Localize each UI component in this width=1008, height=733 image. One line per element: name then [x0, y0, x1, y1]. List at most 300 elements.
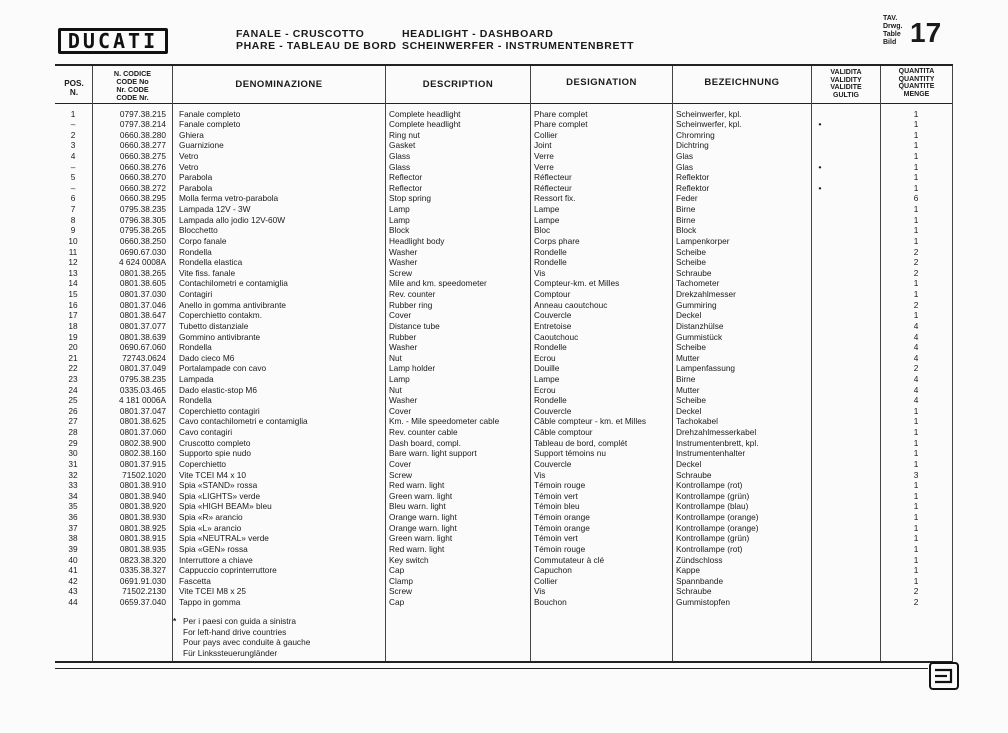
part-name-en: Red warn. light — [389, 543, 445, 554]
col-header-denominazione: DENOMINAZIONE — [235, 79, 323, 90]
part-code: 0690.67.030 — [119, 246, 166, 257]
col-header-pos-line: POS. — [64, 79, 84, 88]
part-name-it: Cruscotto completo — [179, 437, 251, 448]
part-quantity: 4 — [913, 374, 919, 384]
part-name-de: Kontrollampe (orange) — [676, 512, 759, 523]
table-number: 17 — [910, 17, 942, 48]
table-row — [0, 332, 1008, 343]
part-name-de: Instrumentenbrett, kpl. — [676, 437, 759, 448]
table-row — [0, 278, 1008, 289]
col-header-quantity-line: QUANTITY — [898, 75, 935, 83]
header-bottom-rule — [55, 103, 953, 104]
part-code: 0690.67.060 — [119, 342, 166, 353]
part-code: 0802.38.160 — [119, 448, 166, 459]
part-name-it: Coperchietto contagiri — [179, 405, 260, 416]
part-name-de: Tachometer — [676, 278, 720, 289]
part-name-it: Rondella — [179, 246, 212, 257]
part-name-it: Cavo contagiri — [179, 427, 233, 438]
part-name-fr: Rondelle — [534, 395, 567, 406]
part-code: 0801.38.265 — [119, 267, 166, 278]
part-name-de: Zündschloss — [676, 554, 723, 565]
part-name-en: Red warn. light — [389, 480, 445, 491]
part-code: 0660.38.280 — [119, 129, 166, 140]
part-pos: 34 — [68, 490, 78, 501]
part-name-it: Anello in gomma antivibrante — [179, 299, 286, 310]
part-name-fr: Anneau caoutchouc — [534, 299, 608, 310]
part-name-it: Vite fiss. fanale — [179, 267, 236, 278]
part-pos: 27 — [68, 416, 78, 427]
footnote-line: Pour pays avec conduite à gauche — [183, 637, 311, 648]
part-name-de: Gummistück — [676, 331, 723, 342]
table-row — [0, 236, 1008, 247]
table-row — [0, 491, 1008, 502]
part-name-it: Parabola — [179, 172, 213, 183]
part-code: 0660.38.250 — [119, 235, 166, 246]
part-pos: 8 — [70, 214, 76, 225]
part-code: 0335.03.465 — [119, 384, 166, 395]
part-code: 71502.2130 — [122, 586, 166, 597]
part-quantity: 2 — [913, 363, 919, 374]
part-name-de: Scheibe — [676, 246, 706, 257]
part-name-en: Screw — [389, 267, 413, 278]
part-code: 0801.37.060 — [119, 427, 166, 438]
part-name-fr: Couvercle — [534, 458, 572, 469]
part-quantity: 1 — [913, 427, 919, 438]
part-pos: 13 — [68, 267, 78, 278]
part-pos: 16 — [68, 299, 78, 310]
part-code: 0801.37.915 — [119, 458, 166, 469]
table-row — [0, 257, 1008, 268]
part-quantity: 1 — [913, 405, 919, 416]
part-pos: 21 — [68, 352, 78, 363]
table-row — [0, 215, 1008, 226]
part-quantity: 1 — [913, 140, 919, 151]
table-row — [0, 353, 1008, 364]
part-name-en: Cap — [389, 597, 405, 608]
part-name-de: Schraube — [676, 469, 712, 480]
part-name-en: Rubber ring — [389, 299, 433, 310]
part-quantity: 2 — [913, 299, 919, 310]
part-code: 0801.38.920 — [119, 501, 166, 512]
part-name-de: Mutter — [676, 352, 700, 363]
part-name-en: Rev. counter — [389, 289, 436, 300]
part-quantity: 4 — [913, 331, 919, 342]
part-pos: 33 — [68, 480, 78, 491]
part-code: 0797.38.214 — [119, 119, 166, 130]
part-pos: 24 — [68, 384, 78, 395]
col-header-code-line: CODE Nr. — [116, 93, 149, 102]
part-name-de: Deckel — [676, 310, 702, 321]
part-name-de: Scheinwerfer, kpl. — [676, 108, 742, 119]
table-row — [0, 130, 1008, 141]
part-name-it: Spia «L» arancio — [179, 522, 242, 533]
part-name-fr: Entretoise — [534, 320, 572, 331]
part-name-en: Screw — [389, 586, 413, 597]
part-name-it: Dado cieco M6 — [179, 352, 235, 363]
table-row — [0, 151, 1008, 162]
part-name-fr: Témoin orange — [534, 512, 590, 523]
part-name-fr: Témoin rouge — [534, 543, 586, 554]
part-name-de: Distanzhülse — [676, 320, 724, 331]
part-code: 4 181 0006A — [118, 395, 166, 406]
part-name-it: Spia «R» arancio — [179, 512, 243, 523]
part-name-fr: Lampe — [534, 204, 560, 215]
part-pos: 2 — [70, 129, 76, 140]
part-name-en: Cover — [389, 310, 412, 321]
part-pos: 15 — [68, 289, 78, 300]
part-name-it: Tubetto distanziale — [179, 320, 249, 331]
part-code: 0801.38.625 — [119, 416, 166, 427]
part-pos: 30 — [68, 448, 78, 459]
part-pos: 9 — [70, 225, 76, 236]
part-code: 0801.37.030 — [119, 289, 166, 300]
part-name-fr: Vis — [534, 469, 546, 480]
part-name-fr: Lampe — [534, 214, 560, 225]
part-name-fr: Collier — [534, 575, 558, 586]
part-name-de: Schraube — [676, 586, 712, 597]
next-page-arrow-icon — [929, 662, 959, 690]
part-quantity: 1 — [913, 565, 919, 576]
part-name-en: Key switch — [389, 554, 429, 565]
part-name-de: Lampenfassung — [676, 363, 736, 374]
part-name-it: Interruttore a chiave — [179, 554, 253, 565]
part-name-en: Green warn. light — [389, 490, 453, 501]
part-quantity: 1 — [913, 543, 919, 554]
table-row — [0, 555, 1008, 566]
col-header-quantity-line: MENGE — [903, 90, 930, 98]
part-name-fr: Vis — [534, 586, 546, 597]
part-quantity: 1 — [913, 172, 919, 183]
part-name-fr: Rondelle — [534, 342, 567, 353]
part-quantity: 1 — [913, 448, 919, 459]
part-name-fr: Témoin orange — [534, 522, 590, 533]
part-name-en: Cover — [389, 405, 412, 416]
table-row — [0, 247, 1008, 258]
part-code: 0660.38.277 — [119, 140, 166, 151]
part-name-it: Gommino antivibrante — [179, 331, 261, 342]
part-name-de: Block — [676, 225, 697, 236]
part-pos: 18 — [68, 320, 78, 331]
part-name-fr: Ecrou — [534, 384, 556, 395]
part-pos: – — [70, 119, 76, 130]
part-name-de: Birne — [676, 204, 696, 215]
part-name-fr: Câble comptour — [534, 427, 593, 438]
header-top-rule — [55, 64, 953, 66]
table-row — [0, 438, 1008, 449]
col-header-quantity — [881, 68, 952, 98]
part-name-it: Corpo fanale — [179, 235, 227, 246]
part-name-en: Green warn. light — [389, 533, 453, 544]
part-name-en: Lamp — [389, 374, 410, 384]
part-name-fr: Tableau de bord, complét — [534, 437, 628, 448]
part-quantity: 1 — [913, 512, 919, 523]
part-code: 0659.37.040 — [119, 597, 166, 608]
part-pos: 28 — [68, 427, 78, 438]
part-name-en: Washer — [389, 342, 418, 353]
validity-marker: • — [818, 119, 822, 130]
part-name-fr: Commutateur à clé — [534, 554, 605, 565]
part-name-en: Glass — [389, 161, 411, 172]
part-name-it: Fascetta — [179, 575, 211, 586]
part-code: 0797.38.215 — [119, 108, 166, 119]
part-pos: 20 — [68, 342, 78, 353]
table-row — [0, 501, 1008, 512]
part-pos: 32 — [68, 469, 78, 480]
part-name-fr: Réflecteur — [534, 182, 572, 193]
part-name-fr: Corps phare — [534, 235, 580, 246]
table-row — [0, 576, 1008, 587]
part-quantity: 1 — [913, 182, 919, 193]
title-en: HEADLIGHT - DASHBOARD — [402, 28, 554, 40]
part-name-de: Spannbande — [676, 575, 724, 586]
part-name-de: Kontrollampe (grün) — [676, 533, 750, 544]
part-name-it: Fanale completo — [179, 119, 241, 130]
part-code: 0795.38.235 — [119, 204, 166, 215]
part-name-it: Tappo in gomma — [179, 597, 241, 608]
part-code: 0795.38.265 — [119, 225, 166, 236]
part-quantity: 1 — [913, 533, 919, 544]
part-quantity: 3 — [913, 469, 919, 480]
part-quantity: 1 — [913, 416, 919, 427]
part-pos: 14 — [68, 278, 78, 289]
part-quantity: 1 — [913, 150, 919, 161]
part-quantity: 1 — [913, 310, 919, 321]
part-quantity: 1 — [913, 458, 919, 469]
part-code: 0801.38.925 — [119, 522, 166, 533]
part-pos: 10 — [68, 235, 78, 246]
table-row — [0, 162, 1008, 173]
part-name-it: Cavo contachilometri e contamiglia — [179, 416, 308, 427]
part-name-de: Scheinwerfer, kpl. — [676, 119, 742, 130]
col-header-validity — [812, 69, 880, 99]
part-name-de: Scheibe — [676, 395, 706, 406]
table-row — [0, 416, 1008, 427]
part-name-fr: Réflecteur — [534, 172, 572, 183]
table-row — [0, 470, 1008, 481]
part-quantity: 4 — [913, 352, 919, 363]
part-pos: 25 — [68, 395, 78, 406]
table-row — [0, 268, 1008, 279]
part-name-fr: Collier — [534, 129, 558, 140]
part-name-de: Birne — [676, 374, 696, 384]
part-quantity: 1 — [913, 235, 919, 246]
part-quantity: 1 — [913, 108, 919, 119]
table-row — [0, 523, 1008, 534]
part-name-en: Orange warn. light — [389, 512, 457, 523]
table-row — [0, 459, 1008, 470]
part-code: 0801.38.935 — [119, 543, 166, 554]
part-pos: 39 — [68, 543, 78, 554]
part-name-fr: Caoutchouc — [534, 331, 579, 342]
part-name-de: Kontrollampe (grün) — [676, 490, 750, 501]
table-row — [0, 480, 1008, 491]
part-pos: 7 — [70, 204, 76, 215]
table-row — [0, 204, 1008, 215]
part-name-en: Ring nut — [389, 129, 420, 140]
table-row — [0, 119, 1008, 130]
drwg-label: Drwg. — [883, 23, 903, 30]
footnote-marker: * — [173, 616, 177, 626]
table-label: Table — [883, 31, 901, 38]
title-it: FANALE - CRUSCOTTO — [236, 28, 365, 40]
title-english-german — [402, 28, 634, 52]
part-name-it: Lampada allo jodio 12V-60W — [179, 214, 286, 225]
footnote-line: For left-hand drive countries — [183, 626, 287, 637]
part-name-en: Reflector — [389, 172, 423, 183]
part-name-de: Kontrollampe (rot) — [676, 543, 743, 554]
part-quantity: 2 — [913, 597, 919, 608]
col-header-code-line: Nr. CODE — [116, 85, 149, 94]
part-name-en: Lamp — [389, 204, 410, 215]
part-name-en: Nut — [389, 384, 402, 395]
part-pos: 42 — [68, 575, 78, 586]
part-quantity: 1 — [913, 437, 919, 448]
part-name-fr: Joint — [534, 140, 552, 151]
table-row — [0, 448, 1008, 459]
part-code: 0335.38.327 — [119, 565, 166, 576]
part-pos: 22 — [68, 363, 78, 374]
part-code: 0802.38.900 — [119, 437, 166, 448]
col-header-pos-line: N. — [69, 88, 79, 97]
part-code: 0801.38.639 — [119, 331, 166, 342]
table-row — [0, 385, 1008, 396]
part-name-en: Km. - Mile speedometer cable — [389, 416, 500, 427]
part-name-fr: Phare complet — [534, 119, 588, 130]
part-name-en: Headlight body — [389, 235, 445, 246]
table-row — [0, 586, 1008, 597]
part-name-fr: Compteur-km. et Milles — [534, 278, 620, 289]
part-name-fr: Témoin rouge — [534, 480, 586, 491]
part-quantity: 1 — [913, 501, 919, 512]
table-row — [0, 193, 1008, 204]
table-number-box — [879, 12, 942, 56]
part-name-it: Rondella elastica — [179, 257, 243, 268]
part-name-en: Complete headlight — [389, 119, 461, 130]
part-code: 0801.37.049 — [119, 363, 166, 374]
col-header-pos — [56, 79, 92, 97]
part-pos: 12 — [68, 257, 78, 268]
table-row — [0, 140, 1008, 151]
part-name-en: Orange warn. light — [389, 522, 457, 533]
part-name-it: Supporto spie nudo — [179, 448, 251, 459]
part-code: 0801.38.647 — [119, 310, 166, 321]
part-pos: 11 — [68, 246, 78, 257]
part-name-en: Washer — [389, 395, 418, 406]
part-name-de: Dichtring — [676, 140, 709, 151]
table-row — [0, 597, 1008, 608]
part-quantity: 1 — [913, 554, 919, 565]
ducati-logo: DUCATI — [58, 28, 168, 54]
part-name-fr: Couvercle — [534, 405, 572, 416]
part-name-en: Block — [389, 225, 410, 236]
part-name-it: Fanale completo — [179, 108, 241, 119]
part-name-en: Bare warn. light support — [389, 448, 477, 459]
part-name-en: Washer — [389, 257, 418, 268]
col-header-validity-line: VALIDITA — [830, 69, 862, 76]
part-name-it: Spia «LIGHTS» verde — [179, 490, 261, 501]
part-name-de: Glas — [676, 161, 694, 172]
part-quantity: 2 — [913, 586, 919, 597]
part-code: 0801.38.915 — [119, 533, 166, 544]
part-name-fr: Rondelle — [534, 257, 567, 268]
table-row — [0, 565, 1008, 576]
part-name-fr: Témoin vert — [534, 490, 578, 501]
part-name-de: Drehzahlmesserkabel — [676, 427, 757, 438]
part-name-fr: Bloc — [534, 225, 551, 236]
part-name-fr: Témoin bleu — [534, 501, 580, 512]
title-fr: PHARE - TABLEAU DE BORD — [236, 40, 397, 52]
col-header-code-line: CODE No — [116, 77, 149, 86]
part-code: 0801.37.077 — [119, 320, 166, 331]
part-name-it: Cappuccio coprinterruttore — [179, 565, 277, 576]
part-name-it: Spia «GEN» rossa — [179, 543, 248, 554]
part-name-fr: Capuchon — [534, 565, 572, 576]
col-header-designation: DESIGNATION — [566, 77, 637, 88]
part-name-en: Glass — [389, 150, 411, 161]
part-quantity: 4 — [913, 384, 919, 395]
part-name-it: Coperchietto — [179, 458, 227, 469]
table-row — [0, 374, 1008, 385]
part-quantity: 1 — [913, 129, 919, 140]
part-name-en: Cap — [389, 565, 405, 576]
part-quantity: 1 — [913, 119, 919, 130]
part-code: 0801.37.046 — [119, 299, 166, 310]
table-bottom-rule-2 — [55, 668, 928, 669]
table-row — [0, 225, 1008, 236]
part-name-de: Glas — [676, 150, 694, 161]
table-row — [0, 427, 1008, 438]
part-name-it: Portalampade con cavo — [179, 363, 267, 374]
part-name-en: Bleu warn. light — [389, 501, 446, 512]
part-pos: 19 — [68, 331, 78, 342]
part-pos: 41 — [68, 565, 78, 576]
part-name-de: Deckel — [676, 458, 702, 469]
part-pos: 4 — [70, 150, 76, 161]
part-name-it: Blocchetto — [179, 225, 218, 236]
footnote-line: Für Linkssteuerungländer — [183, 647, 278, 658]
part-name-it: Spia «STAND» rossa — [179, 480, 258, 491]
part-name-de: Feder — [676, 193, 698, 204]
part-name-de: Birne — [676, 214, 696, 225]
part-pos: 43 — [68, 586, 78, 597]
part-name-de: Chromring — [676, 129, 715, 140]
part-name-fr: Verre — [534, 150, 554, 161]
table-row — [0, 310, 1008, 321]
part-name-it: Vetro — [179, 150, 199, 161]
part-code: 0795.38.235 — [119, 374, 166, 384]
part-quantity: 4 — [913, 395, 919, 406]
bild-label: Bild — [883, 39, 897, 46]
part-quantity: 4 — [913, 342, 919, 353]
part-name-fr: Comptour — [534, 289, 571, 300]
part-pos: 35 — [68, 501, 78, 512]
part-name-fr: Couvercle — [534, 310, 572, 321]
table-row — [0, 342, 1008, 353]
part-pos: 3 — [70, 140, 76, 151]
part-pos: 29 — [68, 437, 78, 448]
part-name-fr: Bouchon — [534, 597, 567, 608]
table-row — [0, 544, 1008, 555]
part-code: 0796.38.305 — [119, 214, 166, 225]
part-pos: 6 — [70, 193, 76, 204]
col-header-validity-line: GULTIG — [833, 91, 859, 99]
part-quantity: 1 — [913, 214, 919, 225]
table-row — [0, 321, 1008, 332]
part-quantity: 4 — [913, 320, 919, 331]
part-name-en: Lamp — [389, 214, 410, 225]
table-row — [0, 183, 1008, 194]
part-name-it: Lampada — [179, 374, 214, 384]
